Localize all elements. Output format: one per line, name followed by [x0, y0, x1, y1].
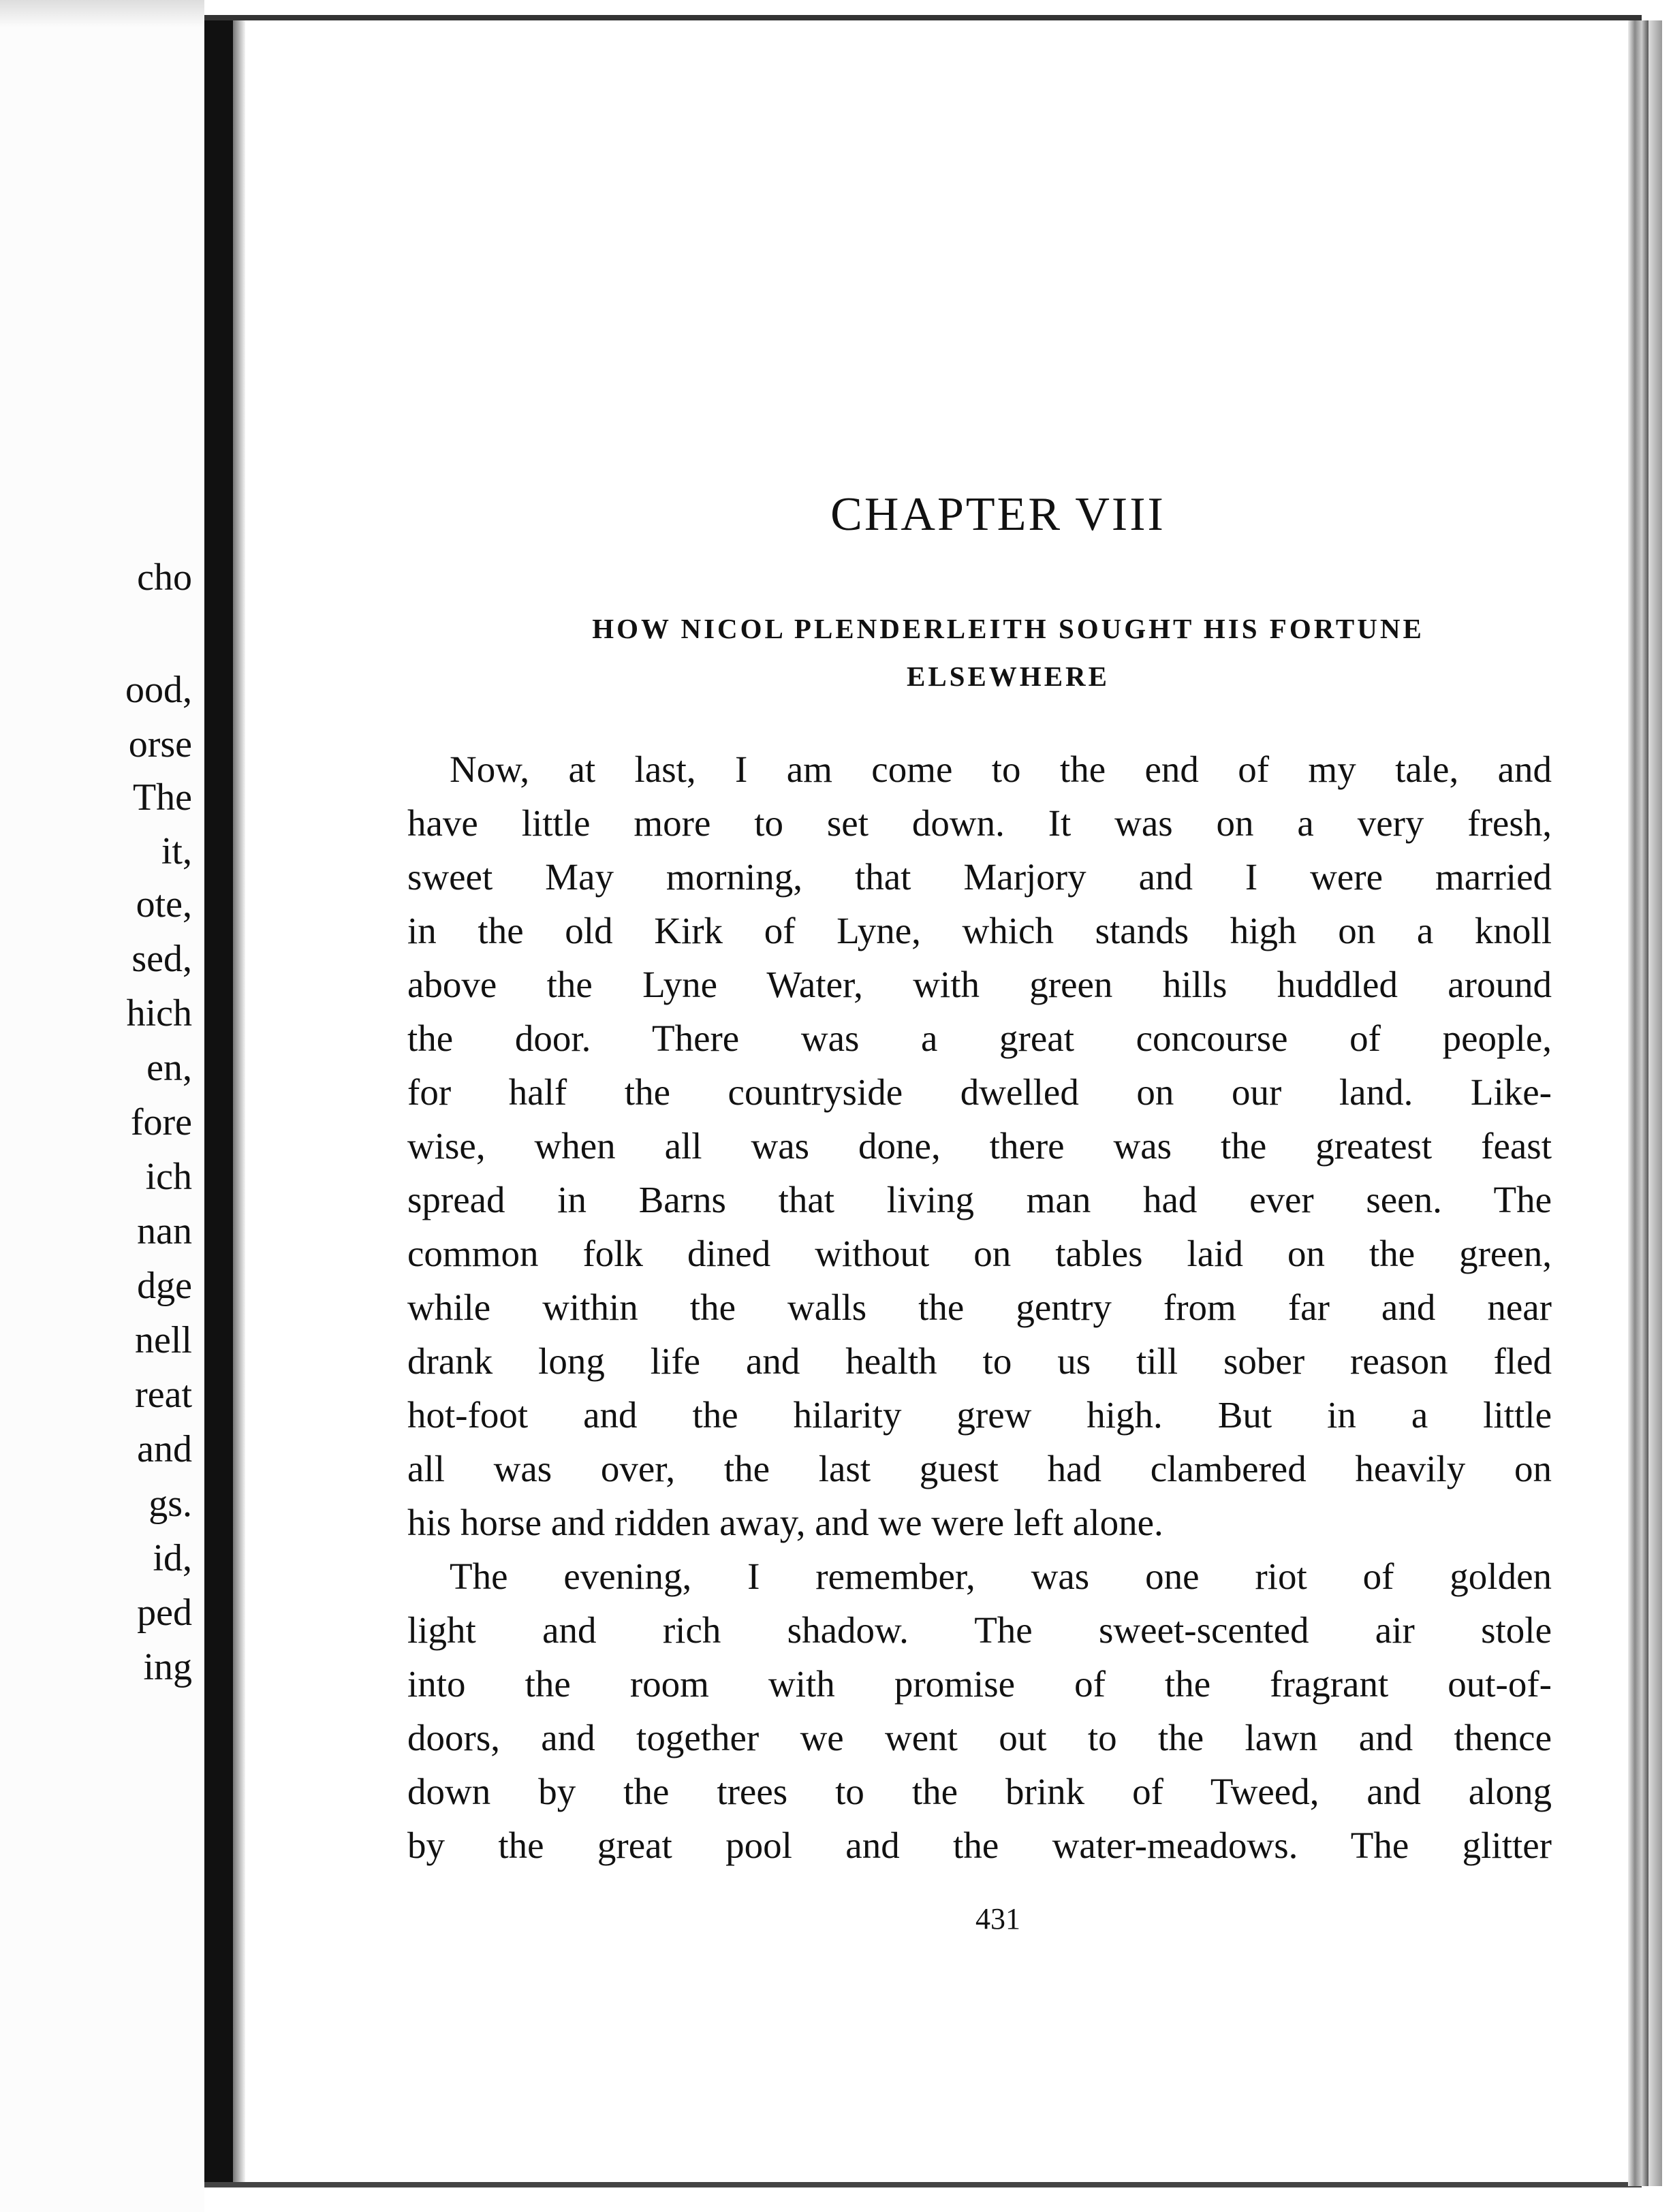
right-page [245, 20, 1628, 2182]
text-line: above the Lyne Water, with green hills huddled around [407, 964, 1552, 1005]
chapter-subtitle [422, 605, 1594, 700]
left-fragment: ped [137, 1592, 192, 1634]
page-top-edge [204, 15, 1642, 20]
left-fragment: and [137, 1428, 192, 1470]
chapter-subtitle-line: ELSEWHERE [906, 661, 1110, 692]
text-line: doors, and together we went out to the lawn and thence [407, 1717, 1552, 1758]
text-line: have little more to set down. It was on a very fresh, [407, 802, 1552, 844]
left-fragment: sed, [131, 938, 192, 980]
book-gutter [204, 20, 233, 2186]
text-line: light and rich shadow. The sweet-scented air stole [407, 1609, 1552, 1651]
page-bottom-edge [204, 2182, 1642, 2187]
left-top-edge [0, 0, 204, 27]
text-line: his horse and ridden away, and we were left alone. [407, 1502, 1163, 1543]
text-line: common folk dined without on tables laid on the green, [407, 1233, 1552, 1274]
body-text [407, 742, 1552, 1872]
text-line: The evening, I remember, was one riot of golden [450, 1555, 1552, 1597]
left-fragment: fore [130, 1101, 192, 1143]
gutter-shadow [233, 20, 245, 2186]
text-line: the door. There was a great concourse of people, [407, 1017, 1552, 1059]
text-line: wise, when all was done, there was the greatest feast [407, 1125, 1552, 1167]
left-fragment: orse [128, 723, 192, 765]
text-line: sweet May morning, that Marjory and I were married [407, 856, 1552, 898]
left-fragment: gs. [148, 1483, 192, 1525]
page-number: 431 [975, 1902, 1020, 1936]
text-line: spread in Barns that living man had ever seen. The [407, 1179, 1552, 1220]
text-line: into the room with promise of the fragrant out-of- [407, 1663, 1552, 1705]
text-line: drank long life and health to us till sober reason fled [407, 1340, 1552, 1382]
text-line: Now, at last, I am come to the end of my tale, and [450, 748, 1552, 790]
left-fragment: it, [161, 830, 192, 872]
left-fragment: ing [143, 1646, 192, 1688]
left-fragment: ood, [125, 669, 192, 711]
left-fragment: reat [135, 1374, 192, 1416]
text-line: all was over, the last guest had clambered heavily on [407, 1448, 1552, 1489]
left-fragment: en, [146, 1047, 192, 1089]
left-fragment: The [132, 776, 192, 819]
left-fragment: ote, [136, 883, 192, 926]
left-fragment: nell [135, 1319, 192, 1361]
text-line: while within the walls the gentry from far and near [407, 1286, 1552, 1328]
text-line: in the old Kirk of Lyne, which stands high on a knoll [407, 910, 1552, 951]
left-fragment: nan [137, 1210, 192, 1252]
left-fragment: dge [137, 1265, 192, 1307]
left-fragment: id, [153, 1537, 192, 1579]
text-line: for half the countryside dwelled on our land. Like- [407, 1071, 1552, 1113]
left-fragment: ich [145, 1156, 192, 1198]
text-line: hot-foot and the hilarity grew high. But in a little [407, 1394, 1552, 1436]
left-page-remnant [0, 0, 204, 2212]
right-page-edge [1628, 20, 1648, 2186]
left-fragment: cho [137, 556, 192, 599]
text-line: by the great pool and the water-meadows. The glitter [407, 1824, 1552, 1866]
chapter-subtitle-line: HOW NICOL PLENDERLEITH SOUGHT HIS FORTUNE [592, 613, 1424, 644]
chapter-title: CHAPTER VIII [830, 488, 1166, 541]
left-fragment: hich [126, 992, 192, 1034]
right-page-edge-outer [1648, 20, 1662, 2186]
text-line: down by the trees to the brink of Tweed, and along [407, 1771, 1552, 1812]
